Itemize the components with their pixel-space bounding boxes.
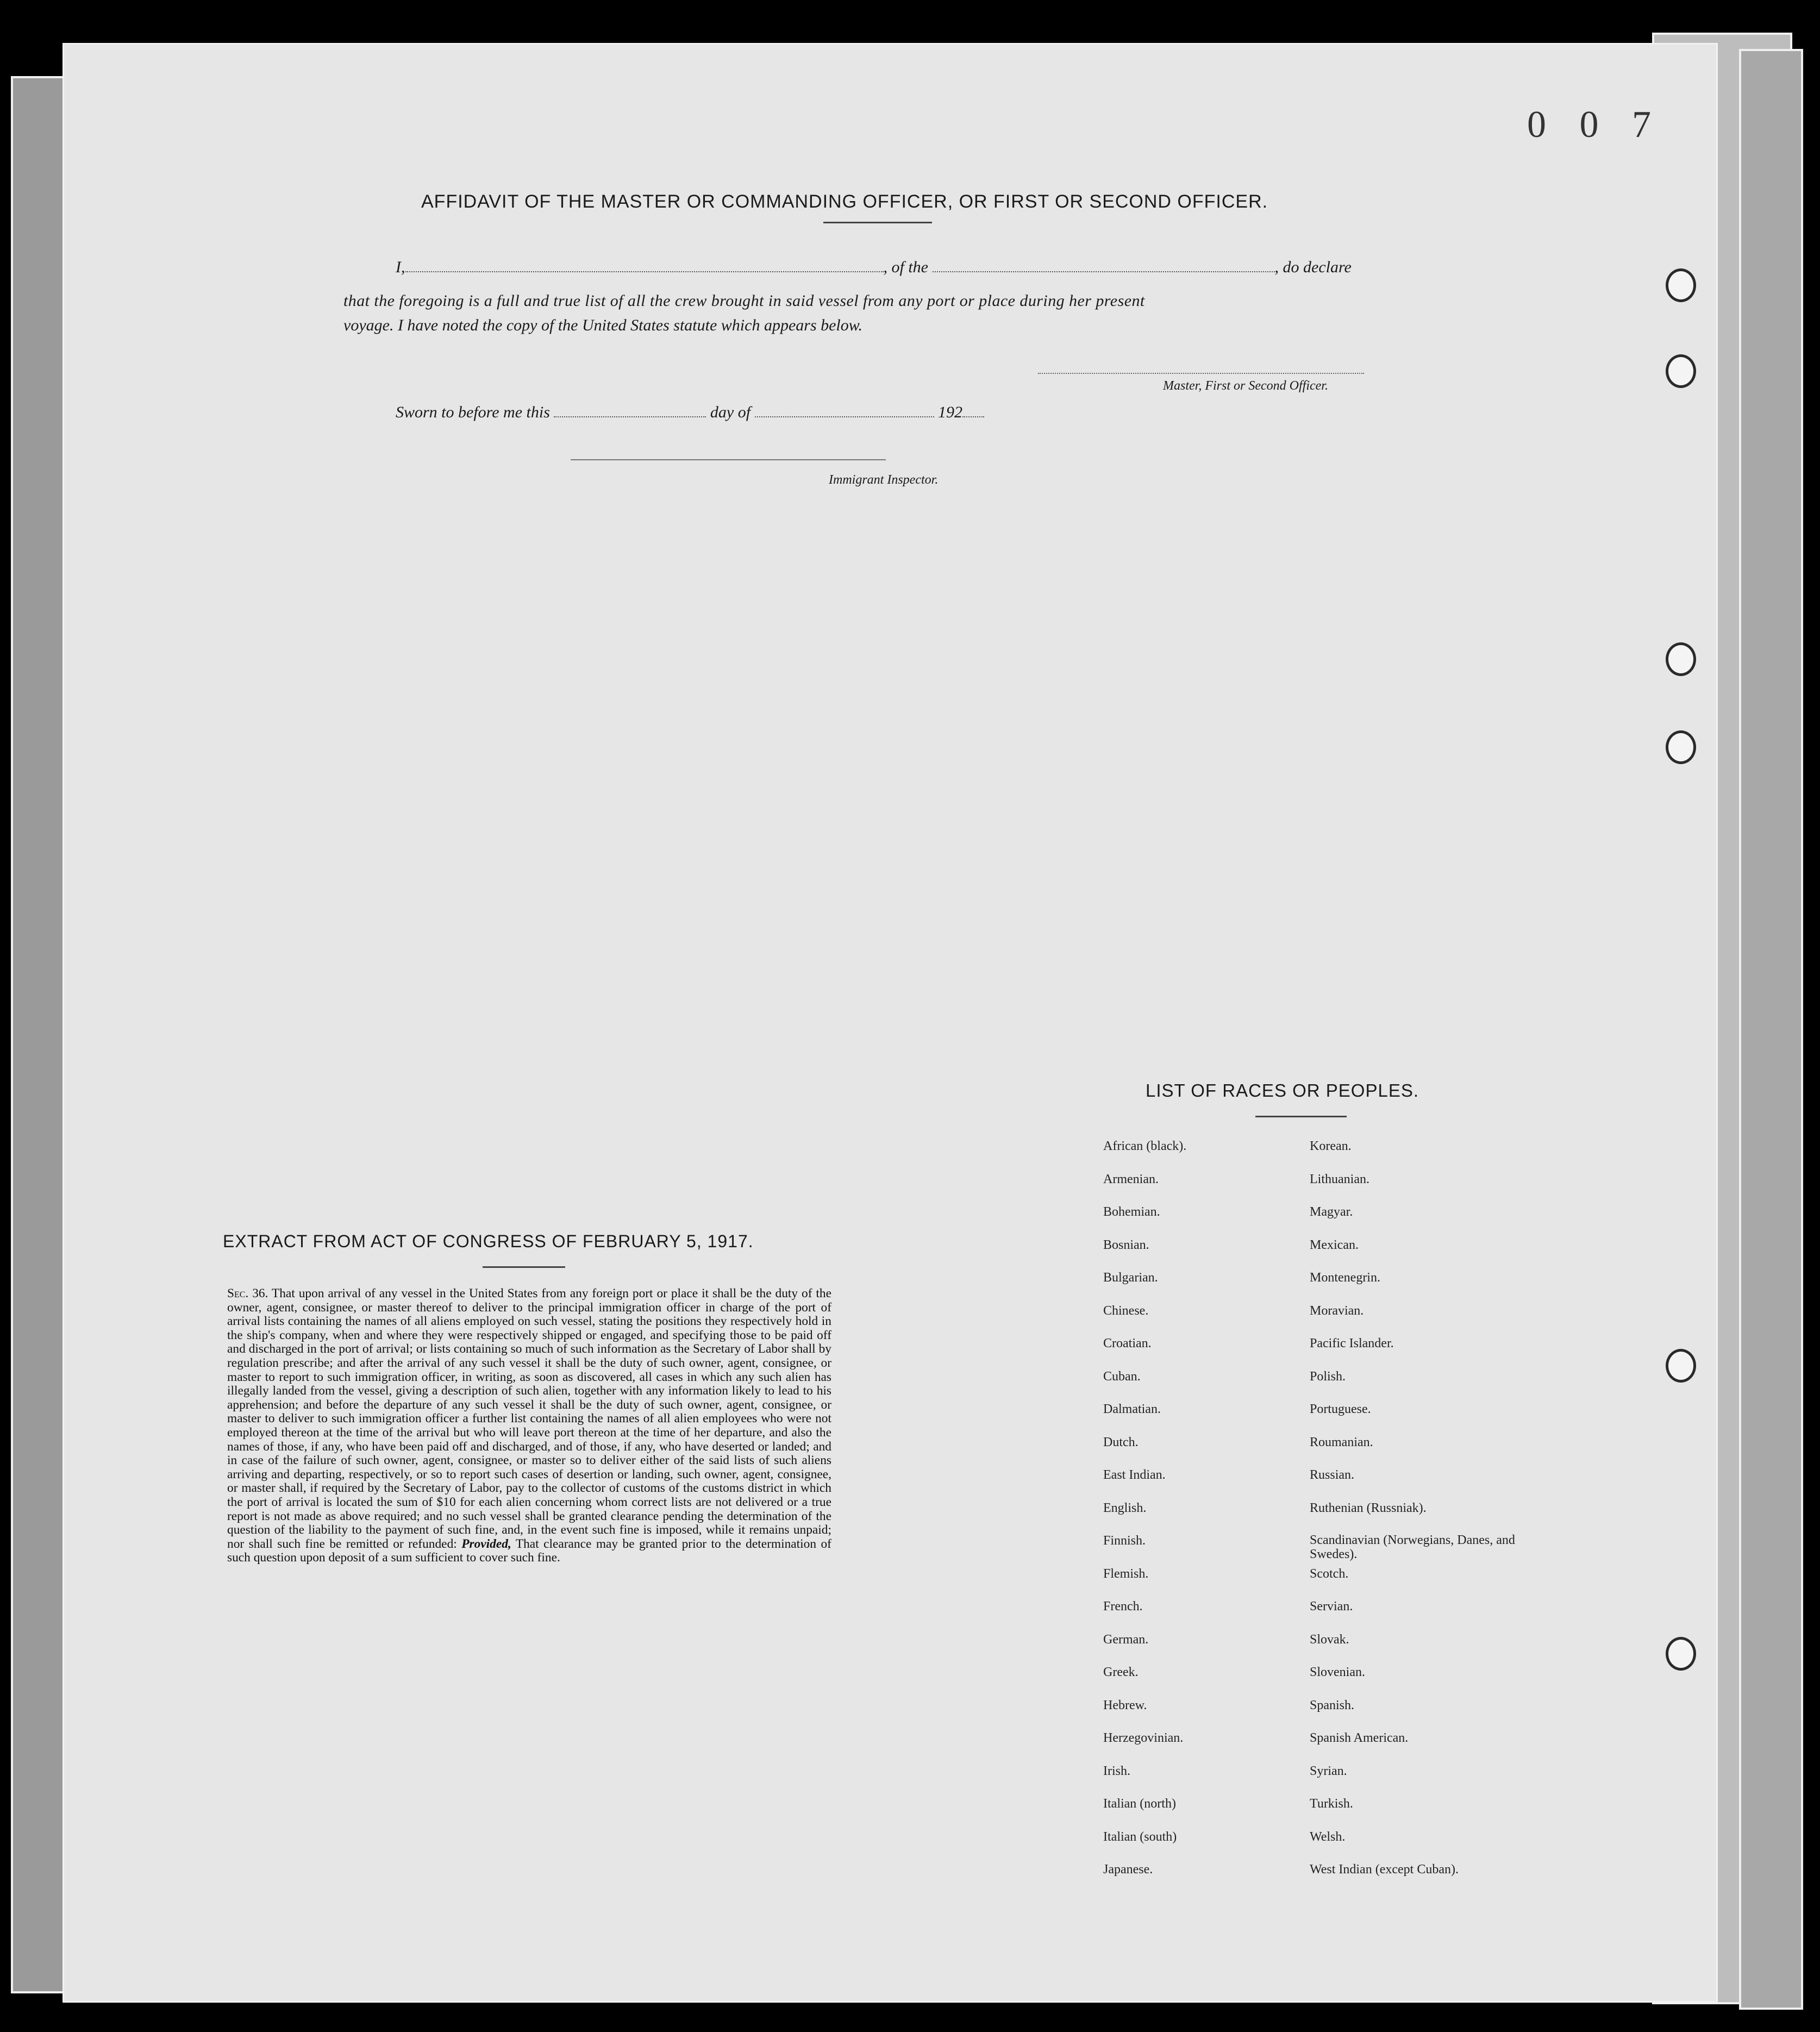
extract-body bbox=[227, 1287, 831, 1565]
races-title-rule bbox=[1255, 1116, 1347, 1117]
race-item: German. bbox=[1103, 1632, 1149, 1647]
race-item: Scotch. bbox=[1310, 1566, 1349, 1581]
race-item: East Indian. bbox=[1103, 1468, 1166, 1482]
race-item: Bosnian. bbox=[1103, 1237, 1149, 1252]
race-item: Hebrew. bbox=[1103, 1698, 1147, 1712]
race-item: Roumanian. bbox=[1310, 1435, 1373, 1449]
race-item: African (black). bbox=[1103, 1139, 1187, 1153]
extract-title: EXTRACT FROM ACT OF CONGRESS OF FEBRUARY 5, 1917. bbox=[223, 1231, 754, 1251]
punch-hole bbox=[1666, 642, 1696, 676]
race-item: Japanese. bbox=[1103, 1862, 1153, 1877]
race-item: Dutch. bbox=[1103, 1435, 1139, 1449]
extract-section-label: Sec. 36. bbox=[227, 1286, 268, 1301]
punch-hole bbox=[1666, 730, 1696, 764]
race-item: Portuguese. bbox=[1310, 1402, 1371, 1416]
race-item: Irish. bbox=[1103, 1764, 1130, 1778]
race-item: Syrian. bbox=[1310, 1764, 1347, 1778]
race-item: Armenian. bbox=[1103, 1172, 1159, 1186]
race-item: Magyar. bbox=[1310, 1205, 1353, 1219]
race-item: Lithuanian. bbox=[1310, 1172, 1369, 1186]
race-item: Italian (north) bbox=[1103, 1797, 1176, 1811]
race-item: Korean. bbox=[1310, 1139, 1352, 1153]
sworn-year-field[interactable] bbox=[962, 416, 984, 417]
race-item: Ruthenian (Russniak). bbox=[1310, 1500, 1427, 1515]
sworn-prefix: Sworn to before me this bbox=[396, 403, 550, 421]
race-item: Welsh. bbox=[1310, 1829, 1346, 1844]
punch-hole bbox=[1666, 1349, 1696, 1383]
affidavit-line-2: that the foregoing is a full and true list of all the crew brought in said vessel from any port or place during her present bbox=[343, 292, 1145, 310]
extract-text-a: That upon arrival of any vessel in the United States from any foreign port or place it shall be the duty of the owner, agent, consignee, or master thereof to deliver to the principal immigration officer in charge of the port of arrival lists containing the names of all aliens employed on such vessel, stating the positions they respectively hold in the ship's company, when and where they were respectively shipped or engaged, and specifying those to be paid off and discharged in the port of arrival; or lists containing so much of such information as the Secretary of Labor shall by regulation prescribe; and after the arrival of any such vessel it shall be the duty of such owner, agent, consignee, or master to report to such immigration officer, in writing, as soon as discovered, all cases in which any such alien has illegally landed from the vessel, giving a description of such alien, together with any information likely to lead to his apprehension; and before the departure of any such vessel it shall be the duty of such owner, agent, consignee, or master to deliver to such immigration officer a further list containing the names of all alien employees who were not employed thereon at the time of the arrival but who will leave port thereon at the time of her departure, and also the names of those, if any, who have been paid off and discharged, and of those, if any, who have deserted or landed; and in case of the failure of such owner, agent, consignee, or master so to deliver either of the said lists of such aliens arriving and departing, respectively, or so to report such cases of desertion or landing, such owner, agent, consignee, or master shall, if required by the Secretary of Labor, pay to the collector of customs of the customs district in which the port of arrival is located the sum of $10 for each alien concerning whom correct lists are not delivered or a true report is not made as above required; and no such vessel shall be granted clearance pending the determination of the question of the liability to the payment of such fine, and, in the event such fine is imposed, while it remains unpaid; nor shall such fine be remitted or refunded: bbox=[227, 1286, 831, 1551]
race-item: Slovenian. bbox=[1310, 1665, 1365, 1679]
race-item: Slovak. bbox=[1310, 1632, 1349, 1647]
race-item: West Indian (except Cuban). bbox=[1310, 1862, 1459, 1877]
race-item: Turkish. bbox=[1310, 1797, 1353, 1811]
races-list bbox=[1103, 1139, 1516, 1895]
extract-title-rule bbox=[483, 1266, 565, 1268]
race-item: Greek. bbox=[1103, 1665, 1139, 1679]
sworn-month-field[interactable] bbox=[755, 416, 934, 417]
punch-hole bbox=[1666, 1637, 1696, 1671]
race-item: Servian. bbox=[1310, 1599, 1353, 1614]
race-item: Dalmatian. bbox=[1103, 1402, 1161, 1416]
race-item: Scandinavian (Norwegians, Danes, and Swedes). bbox=[1310, 1533, 1515, 1561]
master-signature-label: Master, First or Second Officer. bbox=[1163, 379, 1328, 393]
race-item: Croatian. bbox=[1103, 1336, 1152, 1351]
race-item: Flemish. bbox=[1103, 1566, 1149, 1581]
extract-text-b: That clearance may be granted prior to the determination of such question upon deposit of a sum sufficient to cover such fine. bbox=[227, 1536, 831, 1565]
affidavit-title-rule bbox=[823, 222, 932, 223]
sworn-day-field[interactable] bbox=[554, 416, 706, 417]
race-item: Bohemian. bbox=[1103, 1205, 1160, 1219]
race-item: Mexican. bbox=[1310, 1237, 1359, 1252]
race-item: English. bbox=[1103, 1500, 1147, 1515]
race-item: Herzegovinian. bbox=[1103, 1731, 1184, 1745]
vessel-name-field[interactable] bbox=[933, 271, 1275, 272]
race-item: Montenegrin. bbox=[1310, 1271, 1380, 1285]
affidavit-line-3: voyage. I have noted the copy of the United States statute which appears below. bbox=[343, 316, 863, 334]
race-item: Pacific Islander. bbox=[1310, 1336, 1394, 1351]
underlying-sheet-far-right bbox=[1739, 49, 1803, 2010]
race-item: Bulgarian. bbox=[1103, 1271, 1158, 1285]
race-item: Moravian. bbox=[1310, 1303, 1364, 1318]
race-item: Cuban. bbox=[1103, 1369, 1141, 1384]
inspector-signature-line[interactable] bbox=[571, 459, 886, 460]
inspector-label: Immigrant Inspector. bbox=[829, 473, 939, 487]
punch-hole bbox=[1666, 268, 1696, 302]
race-item: French. bbox=[1103, 1599, 1143, 1614]
affidavit-line-1 bbox=[396, 258, 1352, 277]
race-item: Finnish. bbox=[1103, 1534, 1146, 1548]
sworn-year: 192 bbox=[938, 403, 963, 421]
affidavit-declare-label: , do declare bbox=[1274, 258, 1352, 276]
affidavit-title: AFFIDAVIT OF THE MASTER OR COMMANDING OFFICER, OR FIRST OR SECOND OFFICER. bbox=[421, 191, 1268, 212]
race-item: Spanish American. bbox=[1310, 1731, 1409, 1745]
extract-provided: Provided, bbox=[461, 1536, 511, 1551]
sworn-day-of-label: day of bbox=[710, 403, 751, 421]
master-signature-line[interactable] bbox=[1038, 373, 1364, 374]
race-item: Chinese. bbox=[1103, 1303, 1149, 1318]
affidavit-i-label: I, bbox=[396, 258, 405, 276]
races-title: LIST OF RACES OR PEOPLES. bbox=[1146, 1080, 1419, 1101]
race-item: Russian. bbox=[1310, 1468, 1355, 1482]
punch-hole bbox=[1666, 354, 1696, 388]
page-number-mark: 0 0 7 bbox=[1527, 104, 1663, 146]
master-name-field[interactable] bbox=[405, 271, 884, 272]
race-item: Polish. bbox=[1310, 1369, 1346, 1384]
affidavit-of-the-label: , of the bbox=[883, 258, 928, 276]
race-item: Spanish. bbox=[1310, 1698, 1355, 1712]
sworn-line bbox=[396, 403, 984, 422]
race-item: Italian (south) bbox=[1103, 1829, 1177, 1844]
